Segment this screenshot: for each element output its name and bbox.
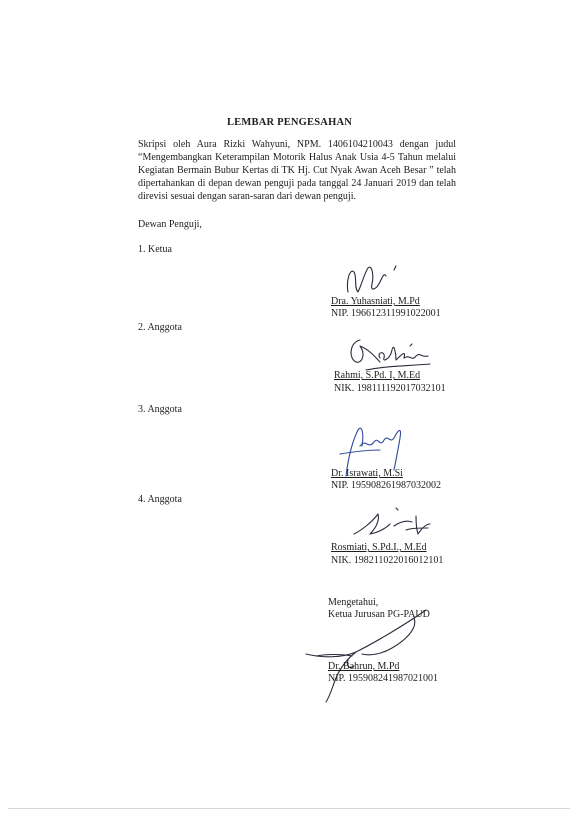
examiner-role-1: 1. Ketua	[138, 244, 172, 255]
examiner-name-4: Rosmiati, S.Pd.I., M.Ed	[331, 542, 427, 553]
signature-2	[346, 332, 438, 374]
approval-signature	[296, 604, 446, 704]
approval-label: Mengetahui,	[328, 597, 379, 608]
examiner-id-1: NIP. 196612311991022001	[331, 308, 441, 319]
scan-edge-divider	[8, 808, 570, 809]
signature-1	[342, 262, 412, 300]
intro-line: direvisi sesuai dengan saran-saran dari dewan penguji.	[138, 191, 356, 202]
approval-name: Dr. Bahrun, M.Pd	[328, 661, 400, 672]
intro-paragraph	[138, 138, 456, 203]
intro-line: dipertahankan di depan dewan penguji pada tanggal 24 Januari 2019 dan telah	[138, 178, 456, 189]
examiner-name-2: Rahmi, S.Pd. I, M.Ed	[334, 370, 421, 381]
examiner-name-3: Dr. Israwati, M.Si	[331, 468, 403, 479]
intro-line: Skripsi oleh Aura Rizki Wahyuni, NPM. 1406104210043 dengan judul	[138, 139, 456, 150]
signature-4	[350, 504, 434, 540]
examiner-role-4: 4. Anggota	[138, 494, 182, 505]
examiner-id-2: NIK. 198111192017032101	[334, 383, 446, 394]
examiner-name-1: Dra. Yuhasniati, M.Pd	[331, 296, 420, 307]
panel-heading: Dewan Penguji,	[138, 219, 202, 230]
approval-position: Ketua Jurusan PG-PAUD	[328, 609, 430, 620]
examiner-role-3: 3. Anggota	[138, 404, 182, 415]
page-title: LEMBAR PENGESAHAN	[226, 117, 353, 128]
intro-line: Kegiatan Bermain Bubur Kertas di TK Hj. Cut Nyak Awan Aceh Besar ” telah	[138, 165, 456, 176]
intro-line: “Mengembangkan Keterampilan Motorik Halus Anak Usia 4-5 Tahun melalui	[138, 152, 456, 163]
examiner-role-2: 2. Anggota	[138, 322, 182, 333]
approval-id: NIP. 195908241987021001	[328, 673, 439, 684]
examiner-id-3: NIP. 195908261987032002	[331, 480, 442, 491]
examiner-id-4: NIK. 198211022016012101	[331, 555, 444, 566]
